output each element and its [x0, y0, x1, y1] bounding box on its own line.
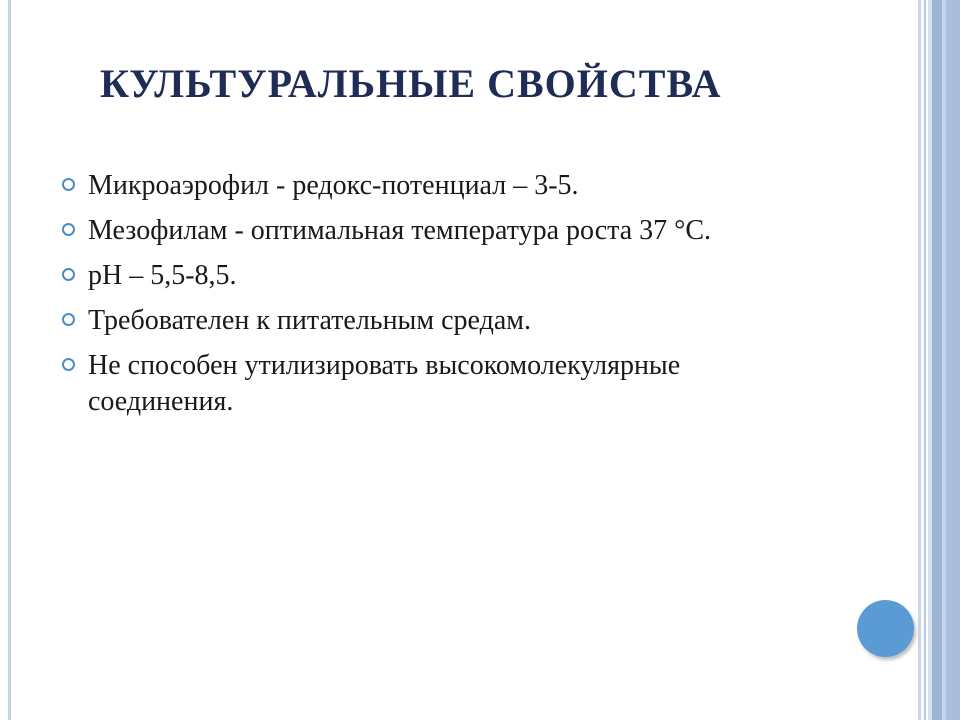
- stripe: [918, 0, 921, 720]
- bullet-circle-icon: [62, 223, 75, 236]
- stripe: [946, 0, 960, 720]
- slide-title: КУЛЬТУРАЛЬНЫЕ СВОЙСТВА: [100, 61, 722, 106]
- bullet-item: [62, 168, 822, 204]
- bullet-item: [62, 258, 822, 294]
- stripe: [932, 0, 942, 720]
- bullet-text: Не способен утилизировать высокомолекулярные соединения.: [88, 350, 681, 417]
- bullet-list: [62, 168, 822, 429]
- left-border-line: [8, 0, 11, 720]
- circle-decoration-icon: [857, 600, 914, 657]
- bullet-text: Микроаэрофил - редокс-потенциал – 3-5.: [88, 170, 579, 201]
- bullet-text: рН – 5,5-8,5.: [88, 260, 237, 291]
- bullet-item: [62, 213, 822, 249]
- bullet-circle-icon: [62, 268, 75, 281]
- bullet-text: Мезофилам - оптимальная температура роста 37 °С.: [88, 215, 711, 246]
- bullet-circle-icon: [62, 358, 75, 371]
- bullet-item: [62, 303, 822, 339]
- bullet-circle-icon: [62, 178, 75, 191]
- bullet-item: [62, 348, 822, 420]
- bullet-text: Требователен к питательным средам.: [88, 305, 531, 336]
- bullet-circle-icon: [62, 313, 75, 326]
- right-decorative-stripes: [918, 0, 960, 720]
- stripe: [924, 0, 926, 720]
